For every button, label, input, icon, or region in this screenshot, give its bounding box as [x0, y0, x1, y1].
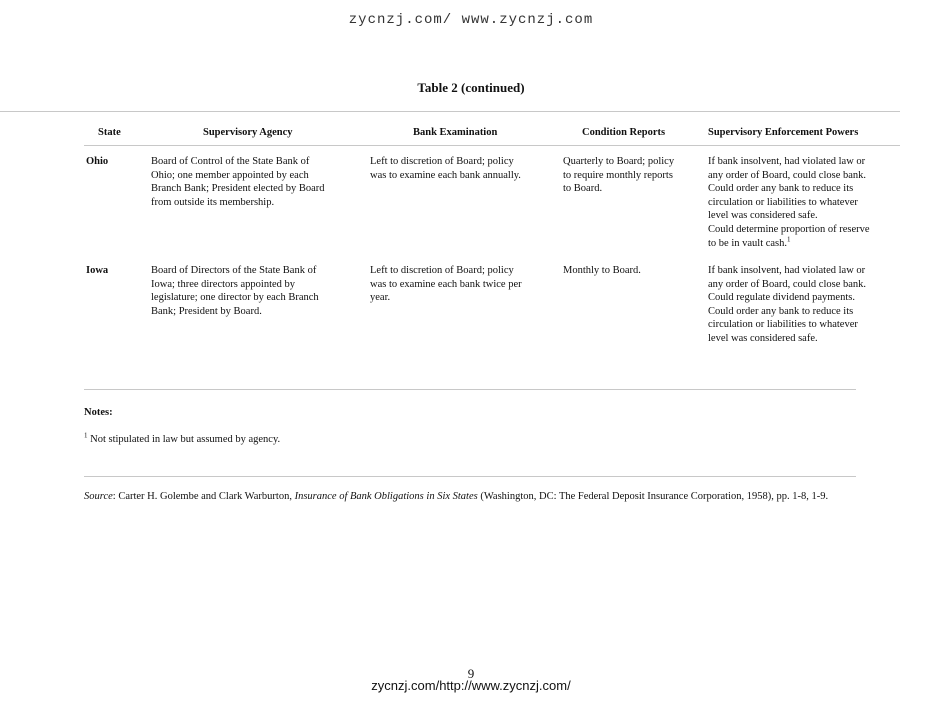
footnote-number: 1: [84, 431, 88, 440]
header-reports: Condition Reports: [582, 127, 666, 138]
table-top-rule: [0, 111, 900, 112]
header-bottom-rule: [84, 145, 900, 146]
cell-powers: If bank insolvent, had violated law or any order of Board, could close bank. Could regulate dividend payments. Could order any bank to reduce its circulation or liabilities to whatever level was considered safe.: [708, 265, 867, 344]
cell-powers: If bank insolvent, had violated law or any order of Board, could close bank. Could order any bank to reduce its circulation or liabilities to whatever level was considered safe. Could determine proportion of reserve to be in vault cash.$^1$: [708, 156, 870, 249]
footnote-ref: 1: [787, 235, 791, 244]
cell-state: Iowa: [86, 265, 109, 276]
header-state: State: [98, 127, 121, 138]
table-bottom-rule: [84, 389, 856, 390]
cell-exam: Left to discretion of Board; policy was to examine each bank twice per year.: [370, 265, 522, 304]
cell-reports: Quarterly to Board; policy to require monthly reports to Board.: [563, 156, 675, 195]
header-powers: Supervisory Enforcement Powers: [708, 127, 859, 138]
cell-agency: Board of Control of the State Bank of Ohio; one member appointed by each Branch Bank; President elected by Board from outside its membership.: [151, 156, 325, 208]
source-citation: Source: Carter H. Golembe and Clark Warburton, Insurance of Bank Obligations in Six States (Washington, DC: The Federal Deposit Insurance Corporation, 1958), pp. 1-8, 1-9.: [84, 491, 829, 502]
cell-agency: Board of Directors of the State Bank of Iowa; three directors appointed by legislature; one director by each Branch Bank; President by Board.: [151, 265, 319, 317]
page-number: 9: [467, 666, 475, 681]
header-agency: Supervisory Agency: [203, 127, 293, 138]
cell-reports: Monthly to Board.: [563, 265, 641, 276]
notes-title: Notes:: [84, 407, 113, 418]
cell-exam: Left to discretion of Board; policy was to examine each bank annually.: [370, 156, 521, 181]
cell-state: Ohio: [86, 156, 109, 167]
table-title: Table 2 (continued): [417, 80, 525, 95]
footnote: $^1$ Not stipulated in law but assumed by agency.: [84, 431, 281, 445]
watermark-bottom: zycnzj.com/http://www.zycnzj.com/: [371, 678, 571, 693]
notes-bottom-rule: [84, 476, 856, 477]
watermark-top: zycnzj.com/ www.zycnzj.com: [348, 12, 594, 28]
header-exam: Bank Examination: [413, 127, 498, 138]
